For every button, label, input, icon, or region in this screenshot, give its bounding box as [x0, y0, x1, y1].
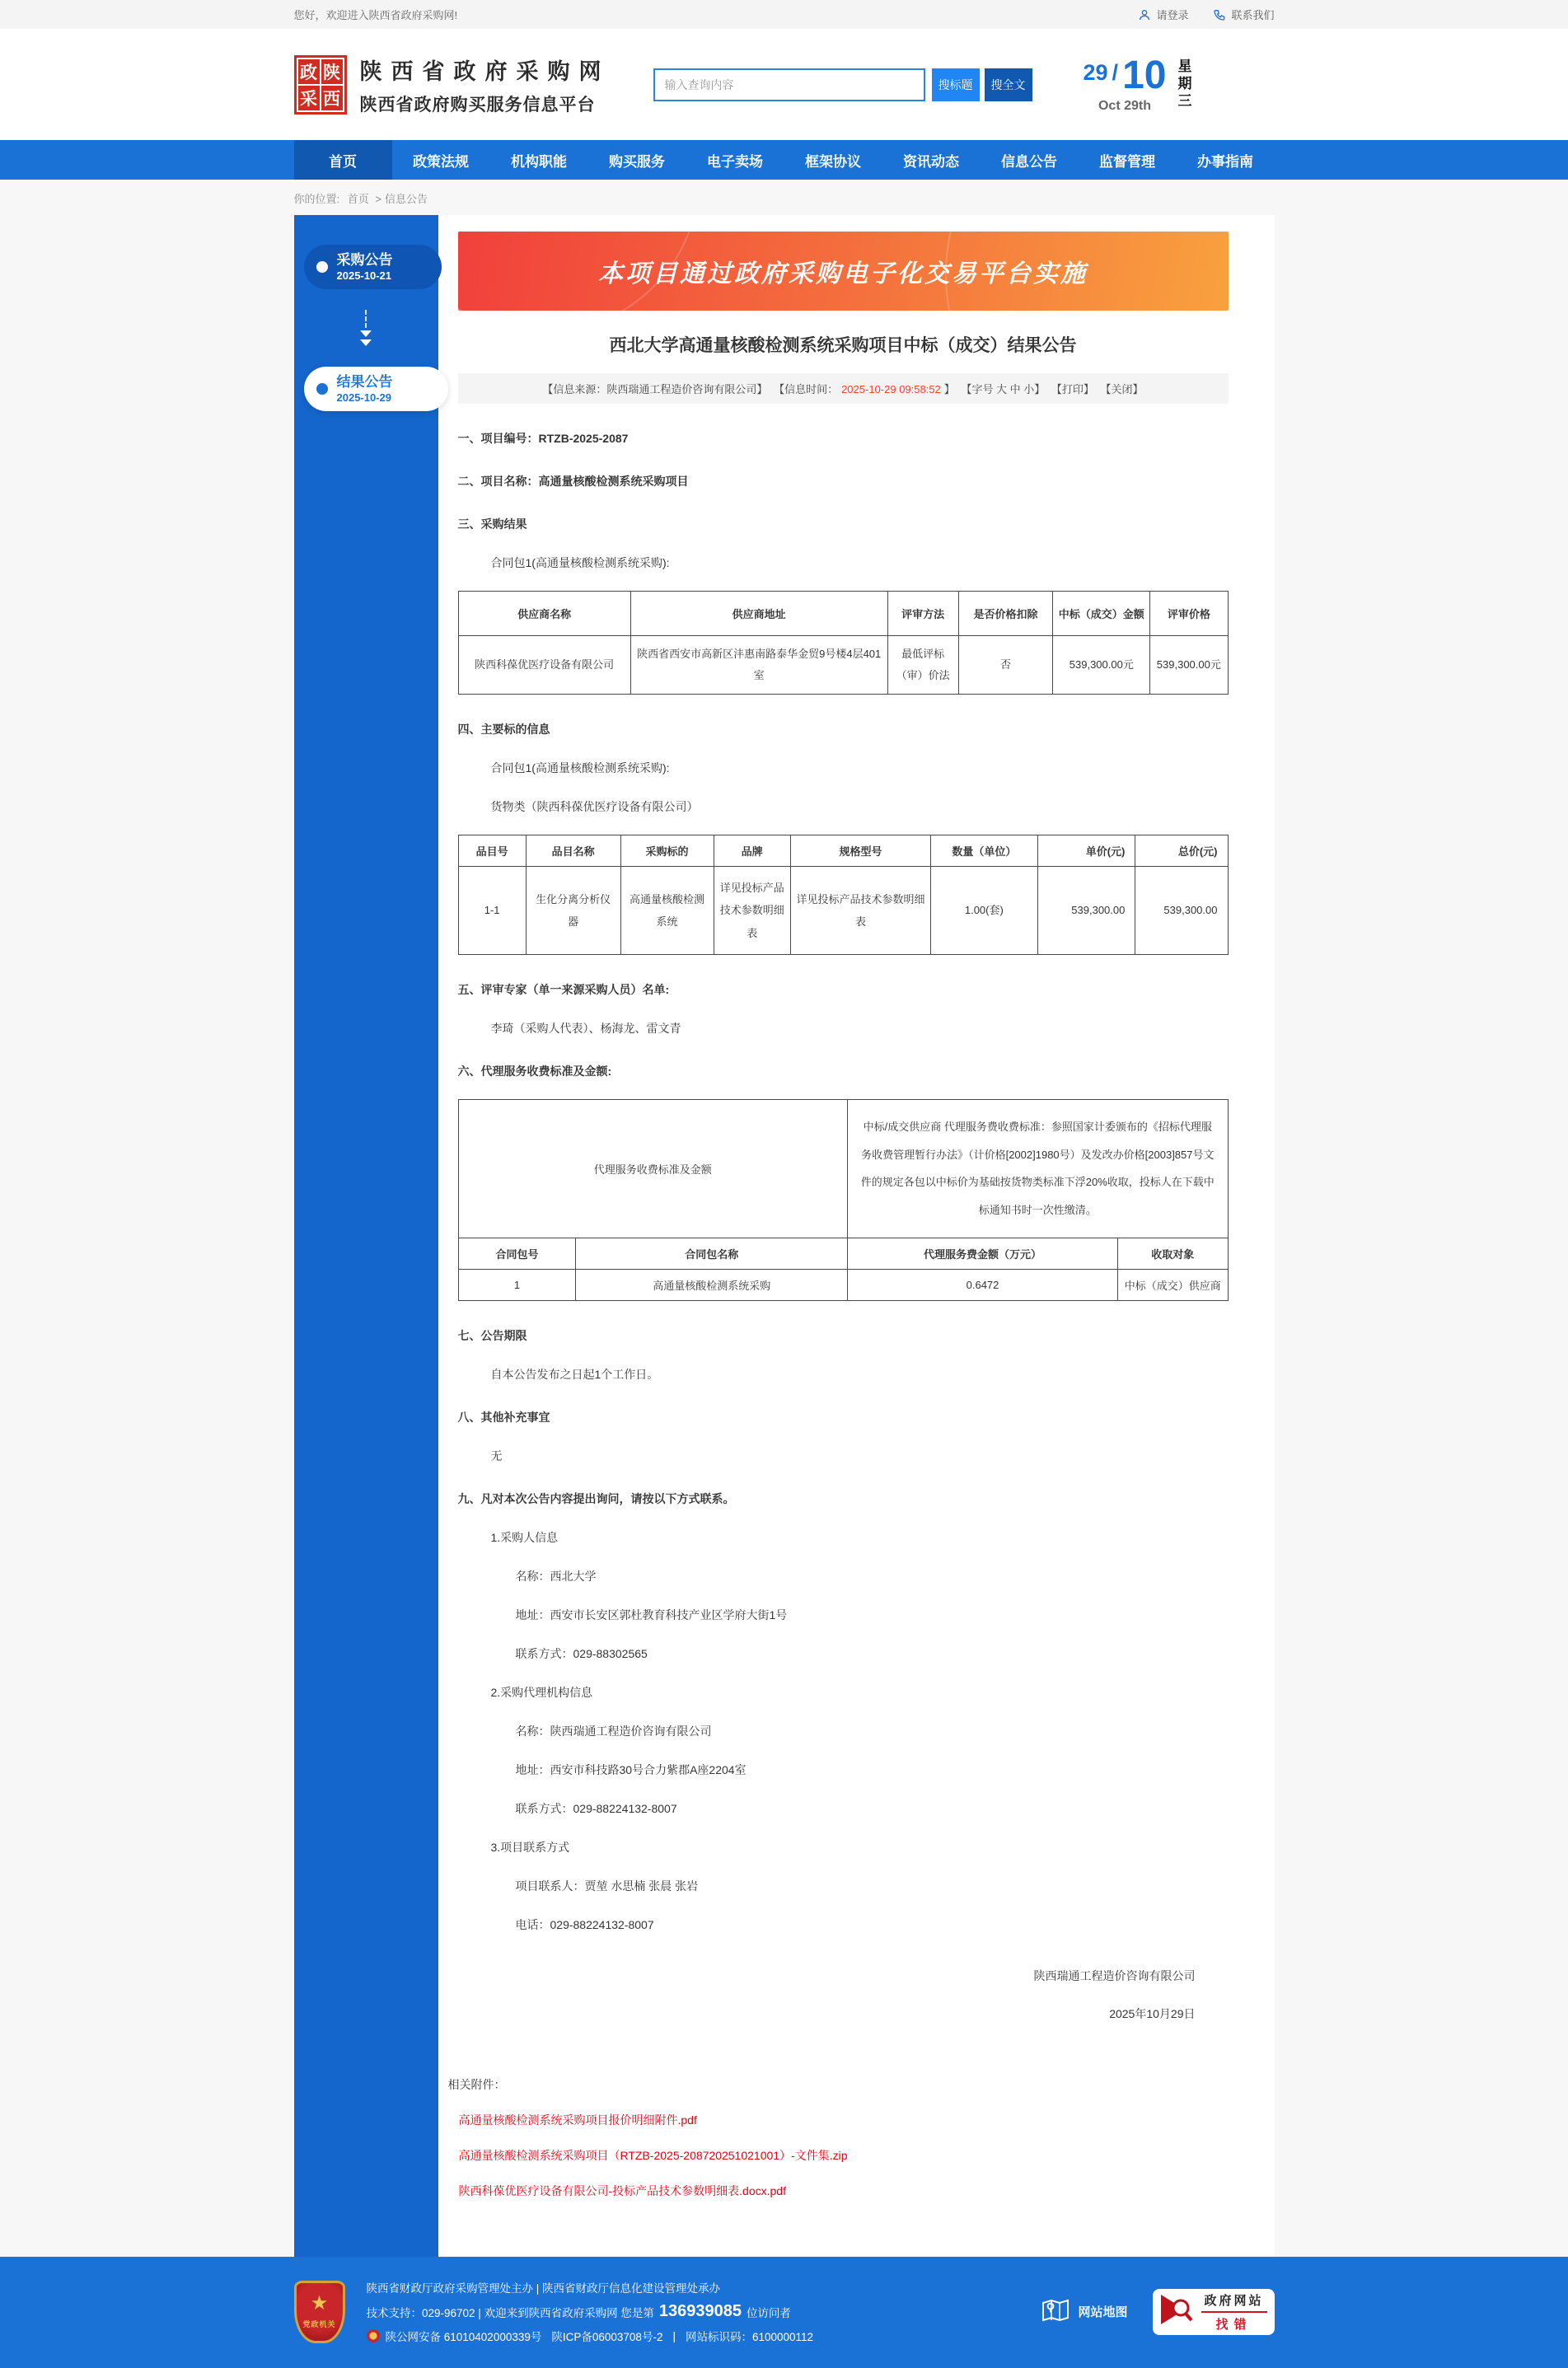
purchaser-address: 地址：西安市长安区郭杜教育科技产业区学府大街1号	[515, 1608, 788, 1622]
party-government-emblem	[294, 2281, 345, 2343]
attachment-link-docx-pdf[interactable]: 陕西科葆优医疗设备有限公司-投标产品技术参数明细表.docx.pdf	[458, 2184, 786, 2198]
sitemap-label: 网站地图	[1078, 2305, 1128, 2320]
emblem-label: 党政机关	[302, 2320, 336, 2329]
login-label: 请登录	[1156, 9, 1189, 21]
unit-price: 539,300.00	[1037, 867, 1135, 955]
col-review-method: 评审方法	[887, 592, 958, 636]
police-badge-icon	[367, 2329, 380, 2342]
topbar	[0, 0, 1568, 29]
login-link[interactable]	[1138, 7, 1188, 22]
section-5-heading: 五、评审专家（单一来源采购人员）名单:	[457, 982, 670, 996]
breadcrumb	[294, 180, 1275, 215]
footer	[0, 2257, 1568, 2368]
sitemap-link[interactable]	[1041, 2298, 1127, 2326]
sidebar-item-label: 采购公告	[336, 251, 393, 268]
agency-fee-table	[458, 1099, 1229, 1301]
search-input[interactable]	[653, 68, 925, 101]
timeline-dot	[316, 383, 328, 395]
breadcrumb-current: 信息公告	[384, 193, 428, 205]
spec-model: 详见投标产品技术参数明细表	[790, 867, 930, 955]
package-no: 1	[458, 1270, 576, 1301]
category-line: 货物类（陕西科葆优医疗设备有限公司）	[490, 800, 699, 813]
section-9-heading: 九、凡对本次公告内容提出询问，请按以下方式联系。	[457, 1492, 735, 1506]
col-award-amount: 中标（成交）金额	[1053, 592, 1150, 636]
table-row	[458, 867, 1228, 955]
search-fulltext-button[interactable]: 搜全文	[985, 68, 1032, 101]
project-number: RTZB-2025-2087	[538, 432, 629, 445]
breadcrumb-home-link[interactable]: 首页	[347, 193, 369, 205]
timeline-arrow-icon	[294, 310, 438, 346]
logo-char: 西	[321, 86, 343, 110]
agency-fee-label: 代理服务收费标准及金额	[458, 1099, 848, 1238]
brand: 详见投标产品技术参数明细表	[714, 867, 790, 955]
col-supplier-name: 供应商名称	[458, 592, 630, 636]
nav-item-guide[interactable]: 办事指南	[1197, 153, 1253, 170]
site-title: 陕西省政府采购网	[359, 58, 611, 84]
timeline-sidebar	[294, 215, 438, 2257]
date-weekday: 星期三	[1177, 58, 1192, 109]
footer-organizer-line: 陕西省财政厅政府采购管理处主办 | 陕西省财政厅信息化建设管理处承办	[366, 2282, 721, 2295]
footer-registration-line	[367, 2328, 1009, 2344]
meta-time-label: 【信息时间：	[774, 383, 839, 395]
sidebar-item-label: 结果公告	[336, 373, 393, 390]
total-price: 539,300.00	[1135, 867, 1228, 955]
fee-amount: 0.6472	[848, 1270, 1118, 1301]
signature-company: 陕西瑞通工程造价咨询有限公司	[1033, 1969, 1196, 1983]
section-3-heading: 三、采购结果	[457, 517, 527, 531]
col-item-no: 品目号	[458, 835, 526, 867]
section-2-heading: 二、项目名称：高通量核酸检测系统采购项目	[457, 475, 689, 488]
project-contact-heading: 3.项目联系方式	[490, 1841, 570, 1855]
attachment-link-pdf[interactable]: 高通量核酸检测系统采购项目报价明细附件.pdf	[458, 2113, 697, 2127]
meta-time-end: 】	[943, 383, 955, 395]
section-6-heading: 六、代理服务收费标准及金额:	[457, 1064, 612, 1078]
search-title-button[interactable]: 搜标题	[932, 68, 980, 101]
col-item-name: 品目名称	[526, 835, 620, 867]
package-name: 高通量核酸检测系统采购	[576, 1270, 848, 1301]
platform-banner	[458, 232, 1229, 311]
visitor-count: 136939085	[658, 2302, 742, 2321]
nav-item-home[interactable]: 首页	[294, 140, 392, 180]
agency-fee-standard-text: 中标/成交供应商 代理服务费收费标准：参照国家计委颁布的《招标代理服务收费管理暂行办法》（计价格[2002]1980号）及发改办价格[2003]857号文件的规定各包以中标价为基础按货物类标准下浮20%收取，投标人在下载中标通知书时一次性缴清。	[848, 1099, 1228, 1238]
print-button[interactable]: 【打印】	[1051, 383, 1094, 395]
font-size-control[interactable]: 【字号 大 中 小】	[961, 383, 1046, 395]
experts-line: 李琦（采购人代表）、杨海龙、雷文青	[490, 1021, 681, 1035]
col-package-no: 合同包号	[458, 1238, 576, 1270]
table-row	[458, 636, 1228, 695]
package-line: 合同包1(高通量核酸检测系统采购):	[490, 556, 670, 569]
subject: 高通量核酸检测系统	[620, 867, 714, 955]
col-charged-party: 收取对象	[1117, 1238, 1228, 1270]
header	[0, 29, 1568, 140]
date-english: Oct 29th	[1098, 98, 1151, 113]
nav-item-framework[interactable]: 框架协议	[805, 153, 861, 170]
signature-date: 2025年10月29日	[1109, 2007, 1196, 2021]
nav-item-supervision[interactable]: 监督管理	[1099, 153, 1155, 170]
agency-name: 名称：陕西瑞通工程造价咨询有限公司	[515, 1725, 712, 1739]
section-1-heading: 一、项目编号：RTZB-2025-2087	[457, 432, 629, 445]
col-subject: 采购标的	[620, 835, 714, 867]
user-icon	[1138, 8, 1151, 21]
supplier-address: 陕西省西安市高新区沣惠南路泰华金贸9号楼4层401室	[630, 636, 887, 695]
col-unit-price: 单价(元)	[1037, 835, 1135, 867]
badge-gov-site-label: 政府网站	[1201, 2291, 1267, 2313]
date-day: 29	[1083, 59, 1108, 85]
emblem-star-icon: ★	[310, 2292, 329, 2315]
review-method: 最低评标（审）价法	[887, 636, 958, 695]
other-matters: 无	[490, 1449, 503, 1463]
nav-item-news[interactable]: 资讯动态	[903, 153, 959, 170]
col-total-price: 总价(元)	[1135, 835, 1228, 867]
agency-address: 地址：西安市科技路30号合力紫郡A座2204室	[515, 1763, 747, 1777]
nav-item-e-market[interactable]: 电子卖场	[707, 153, 763, 170]
items-table	[458, 835, 1229, 955]
award-amount: 539,300.00元	[1053, 636, 1150, 695]
agency-heading: 2.采购代理机构信息	[490, 1686, 593, 1700]
search-bar	[653, 68, 1032, 101]
site-logo[interactable]	[294, 55, 347, 115]
date-slash: /	[1112, 59, 1119, 85]
project-name: 高通量核酸检测系统采购项目	[538, 475, 689, 488]
signature-block	[458, 1968, 1229, 2022]
result-table	[458, 591, 1229, 695]
attachments-title: 相关附件：	[447, 2078, 506, 2092]
date-month: 10	[1122, 53, 1167, 97]
main-nav	[0, 140, 1568, 180]
page-title: 西北大学高通量核酸检测系统采购项目中标（成交）结果公告	[609, 336, 1077, 355]
logo-char: 采	[298, 86, 320, 110]
meta-source: 【信息来源：陕西瑞通工程造价咨询有限公司】	[542, 383, 768, 395]
section-8-heading: 八、其他补充事宜	[457, 1411, 550, 1425]
contact-label: 联系我们	[1231, 9, 1275, 21]
badge-find-error-label: 找错	[1215, 2317, 1252, 2332]
article-meta-bar	[458, 373, 1229, 404]
nav-item-policies[interactable]: 政策法规	[413, 153, 469, 170]
agency-phone: 联系方式：029-88224132-8007	[515, 1802, 677, 1816]
meta-time-value: 2025-10-29 09:58:52	[841, 383, 941, 395]
nav-item-functions[interactable]: 机构职能	[511, 153, 567, 170]
sidebar-item-procurement-announcement[interactable]	[304, 245, 442, 289]
attachments-section	[448, 2076, 1229, 2199]
attachment-link-zip[interactable]: 高通量核酸检测系统采购项目（RTZB-2025-208720251021001）-文件集.zip	[458, 2149, 848, 2163]
nav-item-purchase-service[interactable]: 购买服务	[609, 153, 665, 170]
section-7-heading: 七、公告期限	[457, 1329, 527, 1343]
purchaser-heading: 1.采购人信息	[490, 1531, 559, 1545]
col-supplier-address: 供应商地址	[630, 592, 887, 636]
close-button[interactable]: 【关闭】	[1100, 383, 1144, 395]
item-no: 1-1	[458, 867, 526, 955]
gov-site-error-report-badge[interactable]	[1153, 2289, 1275, 2335]
col-brand: 品牌	[714, 835, 790, 867]
project-contacts: 项目联系人：贾堃 水思楠 张晨 张岩	[515, 1879, 699, 1893]
col-fee-amount: 代理服务费金额（万元）	[848, 1238, 1118, 1270]
welcome-text: 您好，欢迎进入陕西省政府采购网!	[293, 9, 458, 21]
footer-divider: |	[672, 2329, 676, 2342]
breadcrumb-prefix: 你的位置:	[293, 193, 340, 205]
site-subtitle: 陕西省政府购买服务信息平台	[359, 95, 596, 115]
contact-link[interactable]	[1213, 7, 1274, 22]
purchaser-phone: 联系方式：029-88302565	[515, 1647, 648, 1661]
sidebar-item-date: 2025-10-29	[336, 391, 391, 405]
quantity: 1.00(套)	[930, 867, 1037, 955]
table-row	[458, 1270, 1228, 1301]
item-name: 生化分离分析仪器	[526, 867, 620, 955]
error-finder-icon	[1160, 2291, 1195, 2332]
nav-item-announcements[interactable]: 信息公告	[1001, 153, 1057, 170]
col-spec-model: 规格型号	[790, 835, 930, 867]
charged-party: 中标（成交）供应商	[1117, 1270, 1228, 1301]
project-phone: 电话：029-88224132-8007	[515, 1918, 654, 1932]
review-price: 539,300.00元	[1150, 636, 1228, 695]
footer-visitor-line: 技术支持：029-96702 | 欢迎来到陕西省政府采购网 您是第 136939085 位访问者	[366, 2302, 791, 2321]
logo-char: 陕	[321, 59, 343, 84]
col-price-deduction: 是否价格扣除	[958, 592, 1053, 636]
col-quantity: 数量（单位）	[930, 835, 1037, 867]
timeline-dot	[316, 261, 328, 273]
banner-text: 本项目通过政府采购电子化交易平台实施	[598, 260, 1088, 288]
icp-registration[interactable]: 陕ICP备06003708号-2	[551, 2331, 663, 2344]
date-widget	[1083, 53, 1194, 114]
announcement-period: 自本公告发布之日起1个工作日。	[490, 1368, 659, 1382]
breadcrumb-separator: >	[375, 193, 381, 205]
public-security-registration[interactable]: 陕公网安备 61010402000339号	[385, 2331, 542, 2344]
section-4-heading: 四、主要标的信息	[457, 723, 550, 736]
logo-char: 政	[298, 59, 320, 84]
sidebar-item-date: 2025-10-21	[336, 269, 391, 283]
purchaser-name: 名称：西北大学	[515, 1570, 597, 1584]
package-line: 合同包1(高通量核酸检测系统采购):	[490, 761, 670, 775]
col-review-price: 评审价格	[1150, 592, 1228, 636]
sidebar-item-result-announcement[interactable]	[304, 367, 448, 411]
article-main	[438, 215, 1275, 2257]
col-package-name: 合同包名称	[576, 1238, 848, 1270]
map-icon	[1041, 2298, 1070, 2326]
supplier-name: 陕西科葆优医疗设备有限公司	[458, 636, 630, 695]
phone-icon	[1213, 8, 1226, 21]
site-identification-code: 网站标识码：6100000112	[685, 2331, 814, 2344]
price-deduction: 否	[958, 636, 1053, 695]
